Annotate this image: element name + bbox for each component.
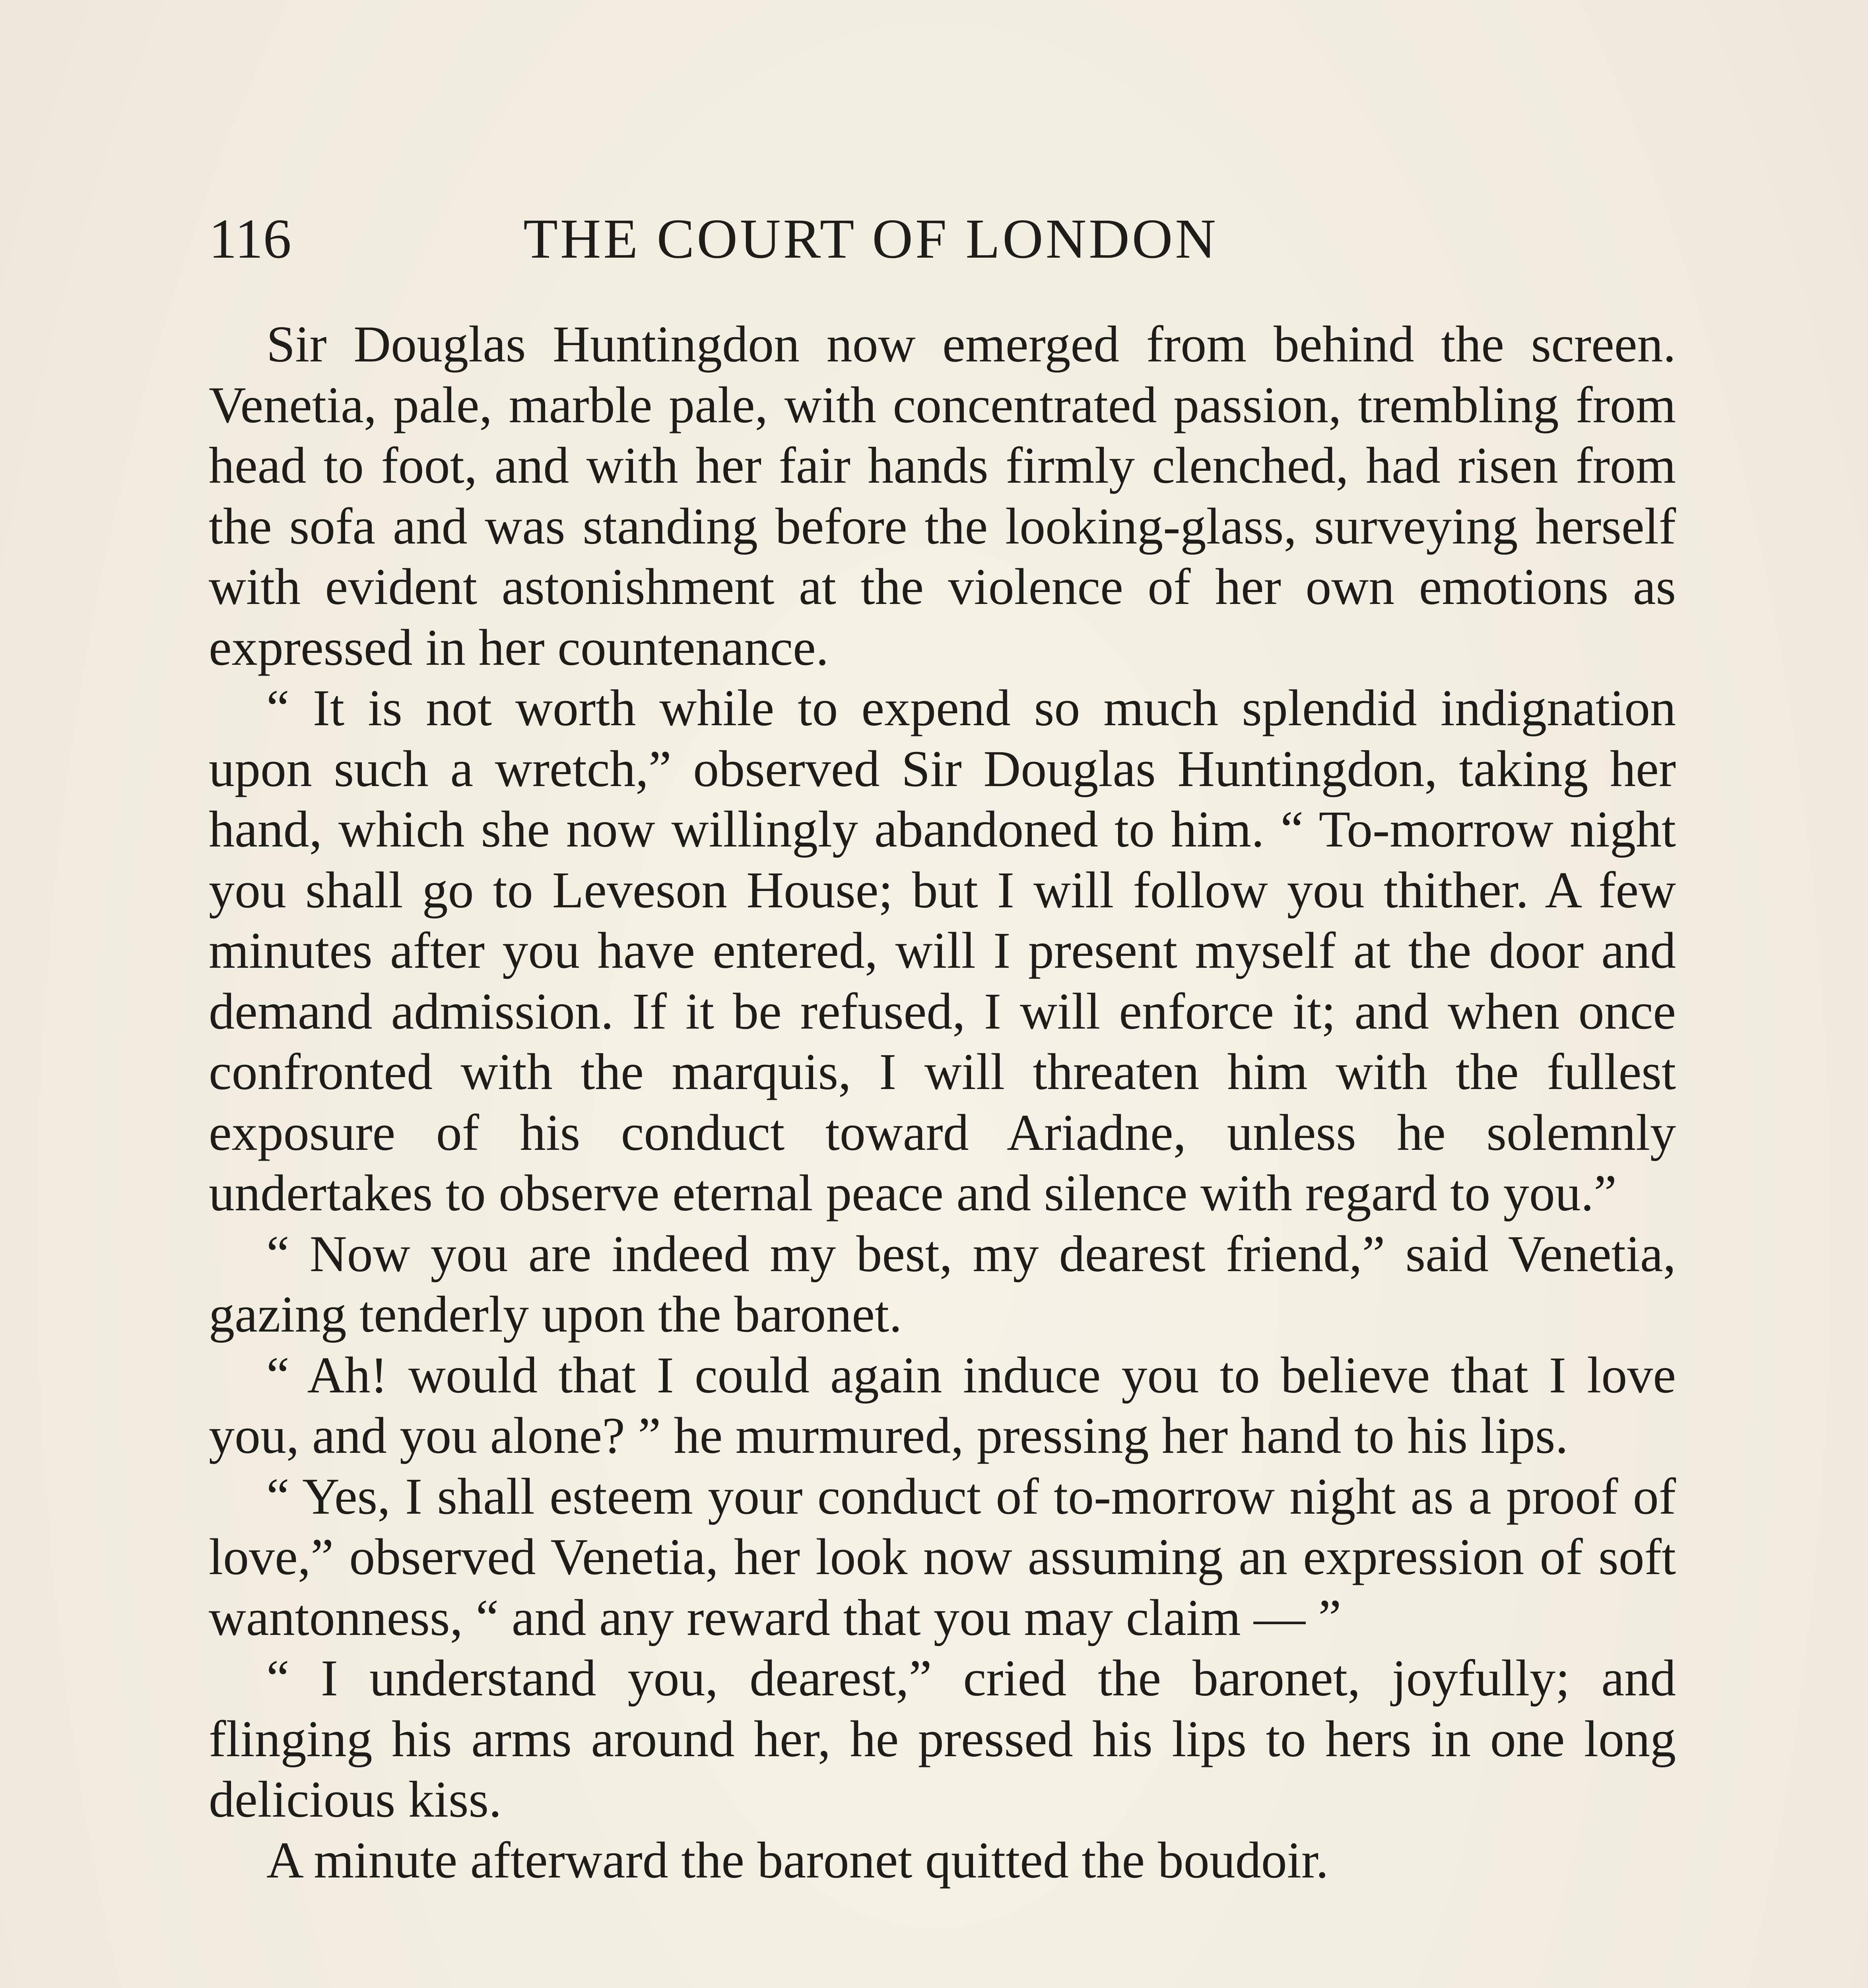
running-head: THE COURT OF LONDON (523, 207, 1218, 270)
paragraph: Sir Douglas Huntingdon now emerged from behind the screen. Venetia, pale, marble pale, with concentrated passion, trembling from head to foot, and with her fair hands firmly clenched, had risen from the sofa and was standing before the looking-glass, surveying herself with evident astonishment at the violence of her own emotions as expressed in her countenance. (209, 316, 1676, 676)
page-header (209, 199, 1676, 278)
page-number: 116 (209, 207, 291, 270)
paragraph: “ Ah! would that I could again induce you to believe that I love you, and you alone? ” he murmured, pressing her hand to his lips. (209, 1346, 1676, 1464)
paragraph: “ Now you are indeed my best, my dearest friend,” said Venetia, gazing tenderly upon the baronet. (209, 1225, 1676, 1343)
body-text (209, 314, 1676, 1891)
paragraph: “ Yes, I shall esteem your conduct of to-morrow night as a proof of love,” observed Venetia, her look now assuming an expression of soft wantonness, “ and any reward that you may claim — ” (209, 1468, 1676, 1646)
paragraph: A minute afterward the baronet quitted the boudoir. (266, 1831, 1329, 1889)
paragraph: “ I understand you, dearest,” cried the baronet, joyfully; and flinging his arms around her, he pressed his lips to hers in one long delicious kiss. (209, 1650, 1676, 1828)
paragraph: “ It is not worth while to expend so much splendid indignation upon such a wretch,” observed Sir Douglas Huntingdon, taking her hand, which she now willingly abandoned to him. “ To-morrow night you shall go to Leveson House; but I will follow you thither. A few minutes after you have entered, will I present myself at the door and demand admission. If it be refused, I will enforce it; and when once confronted with the marquis, I will threaten him with the fullest exposure of his conduct toward Ariadne, unless he solemnly undertakes to observe eternal peace and silence with regard to you.” (209, 679, 1676, 1222)
